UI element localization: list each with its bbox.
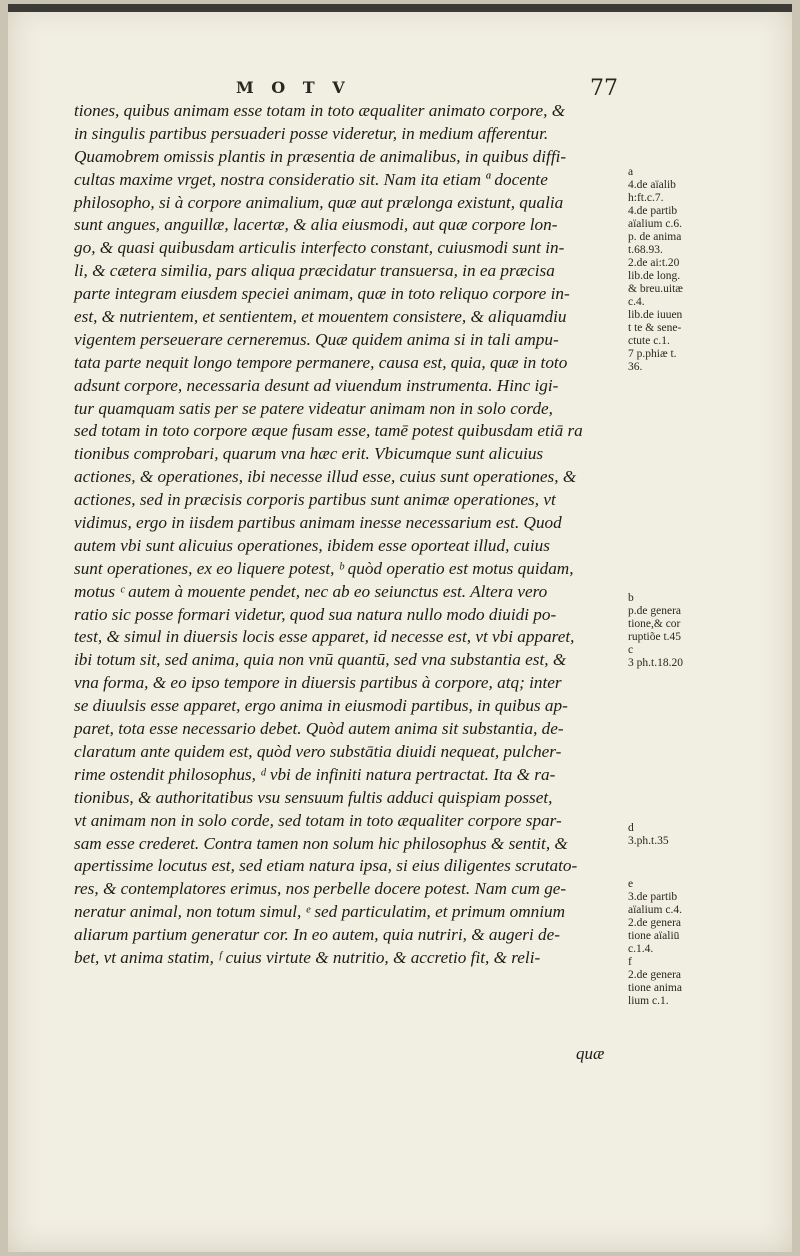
margin-note-line: tione aïaliū: [628, 930, 680, 942]
text-line: rime ostendit philosophus, ᵈ vbi de infiniti natura pertractat. Ita & ra-: [74, 764, 556, 784]
margin-note-line: e: [628, 878, 634, 890]
text-line: vna forma, & eo ipso tempore in diuersis partibus à corpore, atq; inter: [74, 673, 562, 693]
margin-note-line: h:ft.c.7.: [628, 192, 664, 204]
margin-note-line: t.68.93.: [628, 244, 663, 256]
margin-note-line: 4.de partib: [628, 205, 678, 217]
margin-note-line: aïalium c.6.: [628, 218, 682, 230]
margin-note-line: ctute c.1.: [628, 335, 670, 347]
margin-note-line: 7 p.phiæ t.: [628, 348, 677, 360]
margin-note-line: ruptiõe t.45: [628, 631, 682, 643]
text-line: actiones, sed in præcisis corporis partibus sunt animæ operationes, vt: [74, 490, 556, 510]
text-line: li, & cætera similia, pars aliqua præcidatur transuersa, in ea præcisa: [74, 261, 555, 281]
margin-note-line: lib.de iuuen: [628, 309, 683, 321]
text-line: philosopho, si à corpore animalium, quæ aut prælonga existunt, qualia: [74, 192, 564, 212]
text-line: est, & nutrientem, et sentientem, et mouentem consistere, & aliquamdiu: [74, 307, 567, 327]
margin-note-line: lib.de long.: [628, 270, 681, 282]
text-line: test, & simul in diuersis locis esse apparet, id necesse est, vt vbi apparet,: [74, 627, 575, 647]
running-title: M O T V: [236, 78, 351, 97]
text-line: sed totam in toto corpore æque fusam esse, tamē potest quibusdam etiā ra: [74, 421, 583, 441]
text-line: Quamobrem omissis plantis in præsentia de animalibus, in quibus diffi-: [74, 146, 567, 166]
text-line: ibi totum sit, sed anima, quia non vnū quantū, sed vna substantia est, &: [74, 650, 567, 670]
text-line: res, & contemplatores erimus, nos perbelle docere potest. Nam cum ge-: [74, 879, 567, 899]
text-line: ratio sic posse formari videtur, quod sua natura nullo modo diuidi po-: [74, 604, 557, 624]
text-line: sunt angues, anguillæ, lacertæ, & alia eiusmodi, aut quæ corpore lon-: [74, 215, 558, 235]
text-line: bet, vt anima statim, ᶠ cuius virtute & nutritio, & accretio fit, & reli-: [74, 947, 541, 967]
margin-note-line: 2.de ai:t.20: [628, 257, 680, 269]
text-line: motus ᶜ autem à mouente pendet, nec ab eo seiunctus est. Altera vero: [74, 581, 548, 601]
text-line: sam esse crederet. Contra tamen non solum hic philosophus & sentit, &: [74, 833, 568, 853]
page-number: 77: [590, 76, 618, 101]
margin-note-line: c.1.4.: [628, 943, 654, 955]
text-line: vidimus, ergo in iisdem partibus animam inesse necessarium est. Quod: [74, 513, 562, 533]
margin-note-line: b: [628, 592, 634, 604]
text-line: tur quamquam satis per se patere videatur animam non in solo corde,: [74, 398, 553, 418]
text-line: claratum ante quidem est, quòd vero substātia diuidi nequeat, pulcher-: [74, 741, 562, 761]
body-text: [74, 100, 634, 970]
margin-note-line: p. de anima: [628, 231, 682, 243]
text-line: aliarum partium generatur cor. In eo autem, quia nutriri, & augeri de-: [74, 925, 560, 945]
margin-note-line: lium c.1.: [628, 995, 669, 1007]
margin-note-line: d: [628, 822, 634, 834]
margin-note-line: f: [628, 956, 632, 968]
catchword: quæ: [576, 1044, 605, 1063]
margin-note-line: c.4.: [628, 296, 645, 308]
book-page: [8, 4, 792, 1252]
text-line: tata parte nequit longo tempore permanere, causa est, quia, quæ in toto: [74, 352, 568, 372]
margin-note-line: t te & sene-: [628, 322, 682, 334]
margin-note-line: & breu.uitæ: [628, 283, 683, 295]
margin-note-line: 3.ph.t.35: [628, 835, 669, 847]
text-line: vt animam non in solo corde, sed totam in toto æqualiter corpore spar-: [74, 810, 562, 830]
margin-note: [628, 166, 683, 374]
text-line: neratur animal, non totum simul, ᵉ sed particulatim, et primum omnium: [74, 902, 566, 922]
margin-note: [628, 822, 669, 848]
text-line: sunt operationes, ex eo liquere potest, ᵇ quòd operatio est motus quidam,: [74, 558, 574, 578]
text-line: apertissime locutus est, sed etiam natura ipsa, si eius diligentes scrutato-: [74, 856, 578, 876]
margin-note-line: 36.: [628, 361, 643, 373]
margin-note-line: 4.de aïalib: [628, 179, 676, 191]
text-line: tiones, quibus animam esse totam in toto æqualiter animato corpore, &: [74, 101, 566, 120]
margin-note-line: aïalium c.4.: [628, 904, 682, 916]
margin-note: [628, 878, 682, 1008]
margin-note-line: tione anima: [628, 982, 682, 994]
margin-note-line: 2.de genera: [628, 969, 681, 981]
text-line: parte integram eiusdem speciei animam, quæ in toto reliquo corpore in-: [74, 284, 570, 304]
text-line: paret, tota esse necessario debet. Quòd autem anima sit substantia, de-: [74, 719, 564, 739]
text-line: autem vbi sunt alicuius operationes, ibidem esse oporteat illud, cuius: [74, 535, 550, 555]
margin-note-line: c: [628, 644, 634, 656]
text-line: vigentem perseuerare cerneremus. Quæ quidem anima si in tali ampu-: [74, 329, 559, 349]
margin-note-line: a: [628, 166, 634, 178]
margin-note-line: 2.de genera: [628, 917, 681, 929]
text-line: in singulis partibus persuaderi posse videretur, in medium afferentur.: [74, 123, 549, 143]
margin-note-line: p.de genera: [628, 605, 681, 617]
margin-note-line: tione,& cor: [628, 618, 681, 630]
text-line: go, & quasi quibusdam articulis interfecto constant, cuiusmodi sunt in-: [74, 238, 565, 258]
text-line: adsunt corpore, necessaria desunt ad viuendum instrumenta. Hinc igi-: [74, 375, 559, 395]
text-line: tionibus comprobari, quarum vna hæc erit. Vbicumque sunt alicuius: [74, 444, 544, 464]
text-line: cultas maxime vrget, nostra consideratio sit. Nam ita etiam ª docente: [74, 169, 548, 189]
text-line: actiones, & operationes, ibi necesse illud esse, cuius sunt operationes, &: [74, 467, 577, 487]
text-line: se diuulsis esse apparet, ergo anima in eiusmodi partibus, in quibus ap-: [74, 696, 568, 716]
scan-edge: [8, 4, 792, 12]
margin-note-line: 3.de partib: [628, 891, 678, 903]
text-line: tionibus, & authoritatibus vsu sensuum fultis adduci quispiam posset,: [74, 787, 553, 807]
margin-note: [628, 592, 683, 670]
margin-note-line: 3 ph.t.18.20: [628, 657, 683, 669]
